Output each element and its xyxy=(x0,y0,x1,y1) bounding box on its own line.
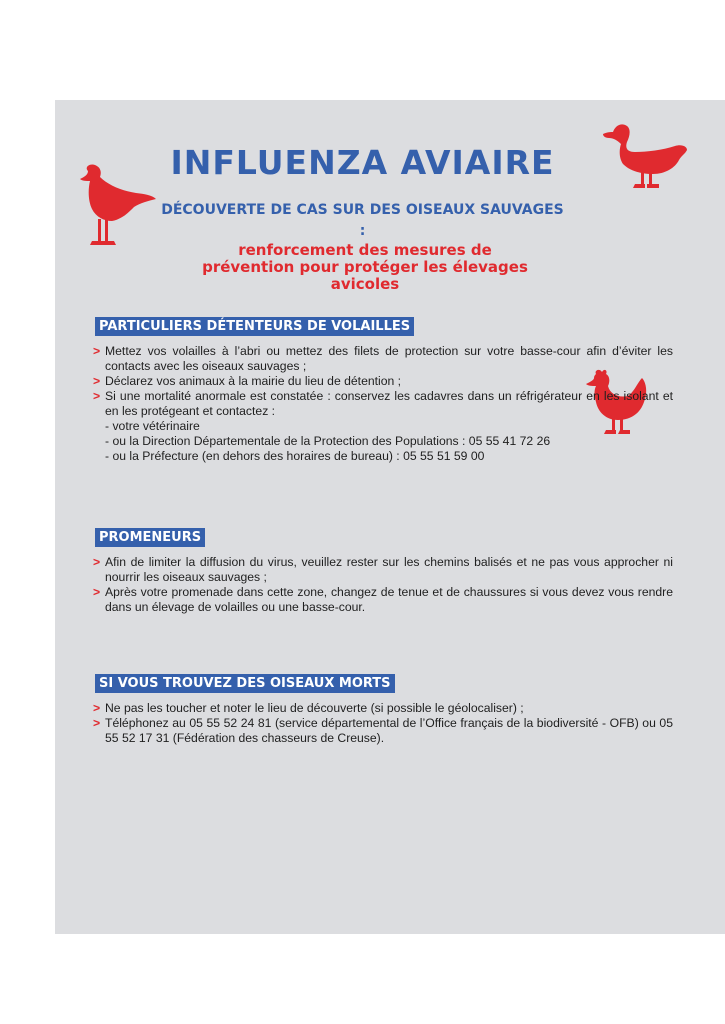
red-title-line: avicoles xyxy=(330,275,400,293)
contact-line: - votre vétérinaire xyxy=(105,419,200,433)
section-heading-promeneurs: PROMENEURS xyxy=(95,528,205,547)
section-heading-particuliers: PARTICULIERS DÉTENTEURS DE VOLAILLES xyxy=(95,317,414,336)
list-item: > Téléphonez au 05 55 52 24 81 (service départemental de l’Office français de la biodiversité - OFB) ou 05 55 52 17 31 (Fédération des chasseurs de Creuse). xyxy=(93,716,673,745)
red-title-line: renforcement des mesures de xyxy=(238,241,492,259)
list-item: > Déclarez vos animaux à la mairie du lieu de détention ; xyxy=(93,374,402,388)
contact-line: - ou la Direction Départementale de la Protection des Populations : 05 55 41 72 26 xyxy=(105,434,551,448)
page-title: INFLUENZA AVIAIRE xyxy=(170,143,555,182)
red-title-line: prévention pour protéger les élevages xyxy=(202,258,528,276)
list-promeneurs xyxy=(93,555,673,615)
list-particuliers xyxy=(93,344,673,464)
list-item: > Après votre promenade dans cette zone, changez de tenue et de chaussures si vous devez vous rendre dans un élevage de volailles ou une basse-cour. xyxy=(93,585,673,614)
list-item: > Si une mortalité anormale est constatée : conservez les cadavres dans un réfrigérateur en les isolant et en les protégeant et contactez : - votre vétérinaire - ou la Direction Départementale de la Protection des Populations : 05 55 41 72 26 - ou la Préfecture (en dehors des horaires de bureau) : 05 55 51 59 00 xyxy=(93,389,673,463)
subtitle-colon: : xyxy=(359,223,366,239)
arrow-icon: > xyxy=(93,585,101,599)
list-item: > Mettez vos volailles à l’abri ou mettez des filets de protection sur votre basse-cour afin d’éviter les contacts avec les oiseaux sauvages ; xyxy=(93,344,673,373)
list-item: > Afin de limiter la diffusion du virus, veuillez rester sur les chemins balisés et ne pas vous approcher ni nourrir les oiseaux sauvages ; xyxy=(93,555,673,584)
arrow-icon: > xyxy=(93,374,101,388)
section-heading-oiseaux-morts: SI VOUS TROUVEZ DES OISEAUX MORTS xyxy=(95,674,395,693)
list-item: > Ne pas les toucher et noter le lieu de découverte (si possible le géolocaliser) ; xyxy=(93,701,524,715)
list-oiseaux-morts xyxy=(93,701,673,746)
red-title xyxy=(200,242,530,293)
arrow-icon: > xyxy=(93,344,101,358)
page-subtitle: DÉCOUVERTE DE CAS SUR DES OISEAUX SAUVAGES xyxy=(161,202,564,218)
arrow-icon: > xyxy=(93,716,101,730)
contact-line: - ou la Préfecture (en dehors des horaires de bureau) : 05 55 51 59 00 xyxy=(105,449,485,463)
arrow-icon: > xyxy=(93,389,101,403)
arrow-icon: > xyxy=(93,555,101,569)
arrow-icon: > xyxy=(93,701,101,715)
